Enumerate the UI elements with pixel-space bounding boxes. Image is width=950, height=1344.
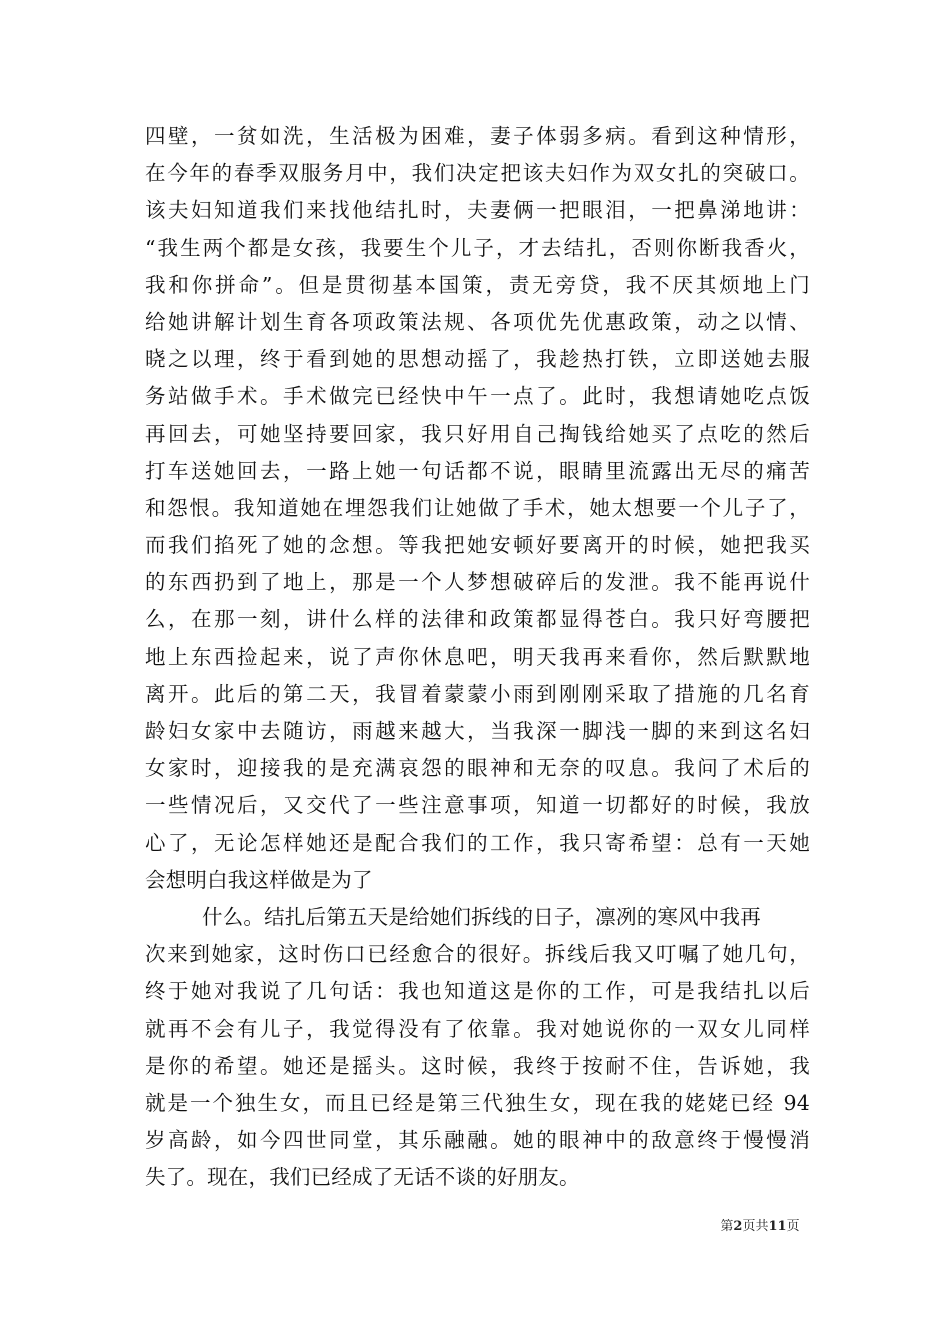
- footer-middle: 页共: [742, 1219, 769, 1234]
- text-line: 的东西扔到了地上，那是一个人梦想破碎后的发泄。我不能再说什: [145, 570, 810, 595]
- text-line: 失了。现在，我们已经成了无话不谈的好朋友。: [145, 1165, 580, 1190]
- text-line: 而我们掐死了她的念想。等我把她安顿好要离开的时候，她把我买: [145, 533, 810, 558]
- text-line: 我和你拼命”。但是贯彻基本国策，责无旁贷，我不厌其烦地上门: [145, 272, 810, 297]
- text-line: 次来到她家，这时伤口已经愈合的很好。拆线后我又叮嘱了她几句，: [145, 942, 810, 967]
- text-line: 在今年的春季双服务月中，我们决定把该夫妇作为双女扎的突破口。: [145, 161, 810, 186]
- text-line: 务站做手术。手术做完已经快中午一点了。此时，我想请她吃点饭: [145, 384, 810, 409]
- footer-prefix: 第: [720, 1219, 734, 1234]
- text-line: 该夫妇知道我们来找他结扎时，夫妻俩一把眼泪，一把鼻涕地讲：: [145, 198, 810, 223]
- text-line: 离开。此后的第二天，我冒着蒙蒙小雨到刚刚采取了措施的几名育: [145, 681, 810, 706]
- text-line: 给她讲解计划生育各项政策法规、各项优先优惠政策，动之以情、: [145, 309, 810, 334]
- footer-suffix: 页: [786, 1219, 800, 1234]
- text-line: 女家时，迎接我的是充满哀怨的眼神和无奈的叹息。我问了术后的: [145, 756, 810, 781]
- text-line: 四壁，一贫如洗，生活极为困难，妻子体弱多病。看到这种情形，: [145, 124, 810, 148]
- text-line: 就再不会有儿子，我觉得没有了依靠。我对她说你的一双女儿同样: [145, 1016, 810, 1041]
- text-line: 再回去，可她坚持要回家，我只好用自己掏钱给她买了点吃的然后: [145, 421, 810, 446]
- page-footer: [0, 1218, 950, 1236]
- text-line: 龄妇女家中去随访，雨越来越大，当我深一脚浅一脚的来到这名妇: [145, 719, 810, 743]
- current-page-number: 2: [733, 1219, 743, 1234]
- text-line: 岁高龄，如今四世同堂，其乐融融。她的眼神中的敌意终于慢慢消: [145, 1128, 810, 1153]
- body-text: [145, 118, 810, 1196]
- text-line-indented: 什么。结扎后第五天是给她们拆线的日子，凛冽的寒风中我再: [202, 904, 761, 929]
- text-line: 么，在那一刻，讲什么样的法律和政策都显得苍白。我只好弯腰把: [145, 607, 810, 632]
- text-line: 打车送她回去，一路上她一句话都不说，眼睛里流露出无尽的痛苦: [145, 458, 810, 483]
- text-line: 是你的希望。她还是摇头。这时候，我终于按耐不住，告诉她，我: [145, 1053, 810, 1078]
- text-line: 地上东西捡起来，说了声你休息吧，明天我再来看你，然后默默地: [145, 644, 810, 669]
- text-line: 就是一个独生女，而且已经是第三代独生女，现在我的姥姥已经 94: [145, 1090, 810, 1115]
- text-line: “我生两个都是女孩，我要生个儿子，才去结扎，否则你断我香火，: [145, 235, 810, 260]
- text-line: 终于她对我说了几句话：我也知道这是你的工作，可是我结扎以后: [145, 979, 810, 1004]
- text-line: 会想明白我这样做是为了: [145, 867, 373, 892]
- total-pages-number: 11: [768, 1219, 787, 1234]
- text-line: 心了，无论怎样她还是配合我们的工作，我只寄希望：总有一天她: [145, 830, 810, 855]
- text-line: 和怨恨。我知道她在埋怨我们让她做了手术，她太想要一个儿子了，: [145, 495, 810, 520]
- text-line: 晓之以理，终于看到她的思想动摇了，我趁热打铁，立即送她去服: [145, 347, 810, 372]
- text-line: 一些情况后，又交代了一些注意事项，知道一切都好的时候，我放: [145, 793, 810, 818]
